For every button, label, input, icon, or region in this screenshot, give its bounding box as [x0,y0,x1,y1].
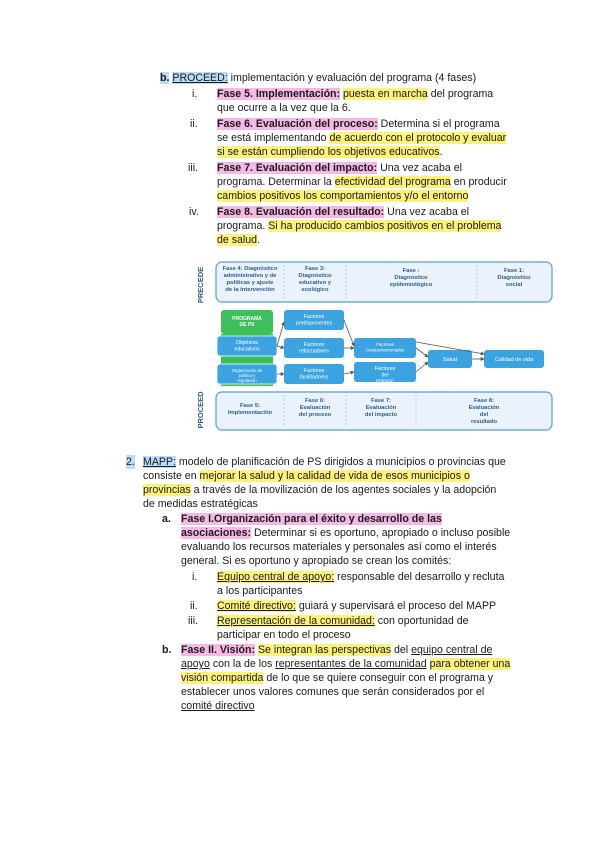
facilitadores-label [300,368,329,380]
mapp-line4: de medidas estratégicas [143,498,258,510]
fase7-line3 [217,189,468,203]
box-text: Factores [303,314,325,320]
faseII-line2 [181,657,510,671]
text-line: del [381,372,389,379]
precede-proceed-diagram [194,260,554,432]
list-marker [162,643,171,657]
fase5-line1 [217,87,493,101]
highlight-text: Se integran las perspectivas [257,644,392,656]
text-line: epidemiológico [389,281,433,288]
text-span: con la de los [209,658,276,670]
arrow [277,322,284,346]
arrow [416,348,428,357]
comite-item-3 [217,614,469,628]
text-span: programa. [217,220,269,232]
list-marker: iii. [188,615,199,627]
arrow [344,320,354,346]
faseI-line3: evaluando los recursos materiales y personales así como el interés [181,541,497,553]
objetivos-label [234,340,260,352]
arrow [416,362,428,372]
faseI-title: Fase I.Organización para el éxito y desarrollo de las [181,513,442,525]
text-line: Implementación [227,409,273,416]
highlight-text: para obtener una [429,658,511,670]
list-marker: ii. [190,600,198,612]
faseII-line5 [181,699,255,713]
text-line: educativos [234,346,260,353]
text-line: social [505,281,523,288]
text-line: reforzadores [299,348,329,355]
highlight-text: Si ha producido cambios positivos en el problema [268,220,502,232]
phase-text: Fase 6: [305,398,325,404]
faseI-title-cont: asociaciones: [181,527,252,539]
salud-label: Salud [442,357,458,363]
box-text: PROGRAMA [232,316,262,322]
text-span: Determina si el programa [377,118,500,130]
phase-text: Fase 3: [305,266,325,272]
text-line: educativo y [299,279,331,286]
text-line: Diagnóstico [394,274,428,281]
list-marker: ii. [190,118,198,130]
fase6-line2 [217,131,506,145]
comite-item-2 [217,599,496,613]
fase8-line2 [217,219,501,233]
text-line: política y [238,373,256,379]
fase7-line1 [217,161,462,175]
box-text: Factores [376,342,394,347]
faseI-line2 [181,526,510,540]
marker-text: a. [162,513,171,525]
fase7-title: Fase 7. Evaluación del impacto: [217,162,378,174]
fase8-line1 [217,205,469,219]
mapp-title: MAPP: [143,456,176,468]
text-line: políticas y ajuste [226,279,274,286]
text-span: . [257,234,261,246]
box-text: Factores [303,342,325,348]
phase-text: Fase 1: [504,268,524,274]
text-line: predisponentes [295,320,333,327]
text-line: Evaluación [299,404,331,411]
highlight-text: provincias [143,484,191,496]
list-marker: b. [160,72,170,84]
mapp-line2 [143,469,470,483]
underlined-text: equipo central de [411,644,493,656]
highlight-text: puesta en marcha [343,88,428,100]
fase7-line2 [217,175,507,189]
text-span: en producir [450,176,507,188]
text-line: Evaluación [468,404,500,411]
underlined-text: representantes de la comunidad [275,658,427,670]
box-text: Organización de [231,368,263,373]
comite-item-3-cont: participar en todo el proceso [217,629,351,641]
box-text: Factores [374,366,396,372]
fase6-title: Fase 6. Evaluación del proceso: [217,118,378,130]
phase-text: Fase : [402,268,420,274]
highlight-text: mejorar la salud y la calidad de vida de esos municipios o [199,470,470,482]
proceed-label: PROCEED [196,391,205,429]
proceed-description: implementación y evaluación del programa (4 fases) [227,72,477,84]
text-span: con oportunidad de [374,615,469,627]
text-line: administrativo y de [223,272,277,279]
text-span: del [391,644,412,656]
mapp-line1 [143,455,506,469]
text-span: se está implementando [217,132,330,144]
text-span: programa. Determinar la [217,176,335,188]
highlight-text: visión compartida [181,672,264,684]
text-span: responsable del desarrollo y recluta [334,571,505,583]
text-line: del proceso [298,411,332,418]
faseI-line4: general. Si es oportuno y apropiado se crean los comités: [181,555,452,567]
highlight-text: cambios positivos los comportamientos y/o el entorno [217,190,469,202]
list-marker: i. [192,571,198,583]
phase-text: Fase 8: [474,398,494,404]
fase5-title: Fase 5. Implementación: [217,88,341,100]
text-line: Diagnóstico [298,272,332,279]
list-marker: 2. [126,456,135,468]
top-phase-4 [223,266,278,293]
highlight-text: Comité directivo: [217,600,296,612]
faseI-line1 [181,512,442,526]
text-span: Una vez acaba el [384,206,470,218]
arrow [277,346,284,348]
mapp-line3 [143,483,496,497]
text-line: entorno [376,378,394,385]
fase8-line3 [217,233,260,247]
phase-text: Fase 7: [371,398,391,404]
text-line: del impacto [364,411,398,418]
highlight-text: efectividad del programa [334,176,451,188]
text-line: del [479,411,489,418]
text-span: a través de la movilización de los agentes sociales y la adopción [190,484,497,496]
fase6-line3 [217,145,443,159]
comite-item-1 [217,570,504,584]
comite-item-1-cont: a los participantes [217,585,303,597]
faseII-title: Fase II. Visión: [181,644,255,656]
text-span: del programa [427,88,494,100]
text-span: modelo de planificación de PS dirigidos a municipios o provincias que [175,456,506,468]
text-line: Evaluación [365,404,397,411]
text-line: DE PS [239,322,255,328]
text-span: Determinar si es oportuno, apropiado o incluso posible [251,527,511,539]
text-line: de la intervención [225,286,275,293]
arrow [344,372,354,374]
highlight-text: de acuerdo con el protocolo y evaluar [329,132,507,144]
box-text: Objetivos [235,340,259,346]
fase6-line1 [217,117,500,131]
text-span: Una vez acaba el [377,162,462,174]
text-line: facilitadores [299,374,329,381]
faseII-line1 [181,643,492,657]
list-marker: iii. [188,162,199,174]
proceed-heading [160,71,476,85]
box-text: Factores [303,368,325,374]
highlight-text: Equipo central de apoyo: [217,571,335,583]
highlight-text: de salud [217,234,258,246]
highlight-text: si se están cumpliendo los objetivos educativos [217,146,440,158]
text-line: Diagnóstico [497,274,531,281]
marker-text: b. [162,644,172,656]
precede-label: PRECEDE [196,266,205,304]
text-span: de lo que se quiere conseguir con el programa y [263,672,494,684]
underlined-text: comité directivo [181,700,255,712]
proceed-title: PROCEED: [172,72,228,84]
text-line: regulación [237,378,257,384]
faseII-line4: establecer unos valores comunes que serán considerados por el [181,686,485,698]
text-span: consiste en [143,470,200,482]
highlight-text: Representación de la comunidad: [217,615,375,627]
text-span: . [439,146,443,158]
text-span: guiará y supervisará el proceso del MAPP [295,600,497,612]
faseII-line3 [181,671,493,685]
svg-text:Fase 4: Diagnósticoadministrat [223,266,278,293]
list-marker [162,512,171,526]
text-line: ecológico [301,286,329,293]
text-line: Comportamentales [365,347,405,353]
text-line: resultado [470,418,498,425]
fase8-title: Fase 8. Evaluación del resultado: [217,206,385,218]
phase-text: Fase 5: [240,403,260,409]
list-marker: i. [192,88,198,100]
fase5-line2: que ocurre a la vez que la 6. [217,102,351,114]
phase-text: Fase 4: Diagnóstico [222,266,278,272]
calidad-label: Calidad de vida [494,357,534,363]
underlined-text: apoyo [181,658,210,670]
list-marker: iv. [189,206,199,218]
